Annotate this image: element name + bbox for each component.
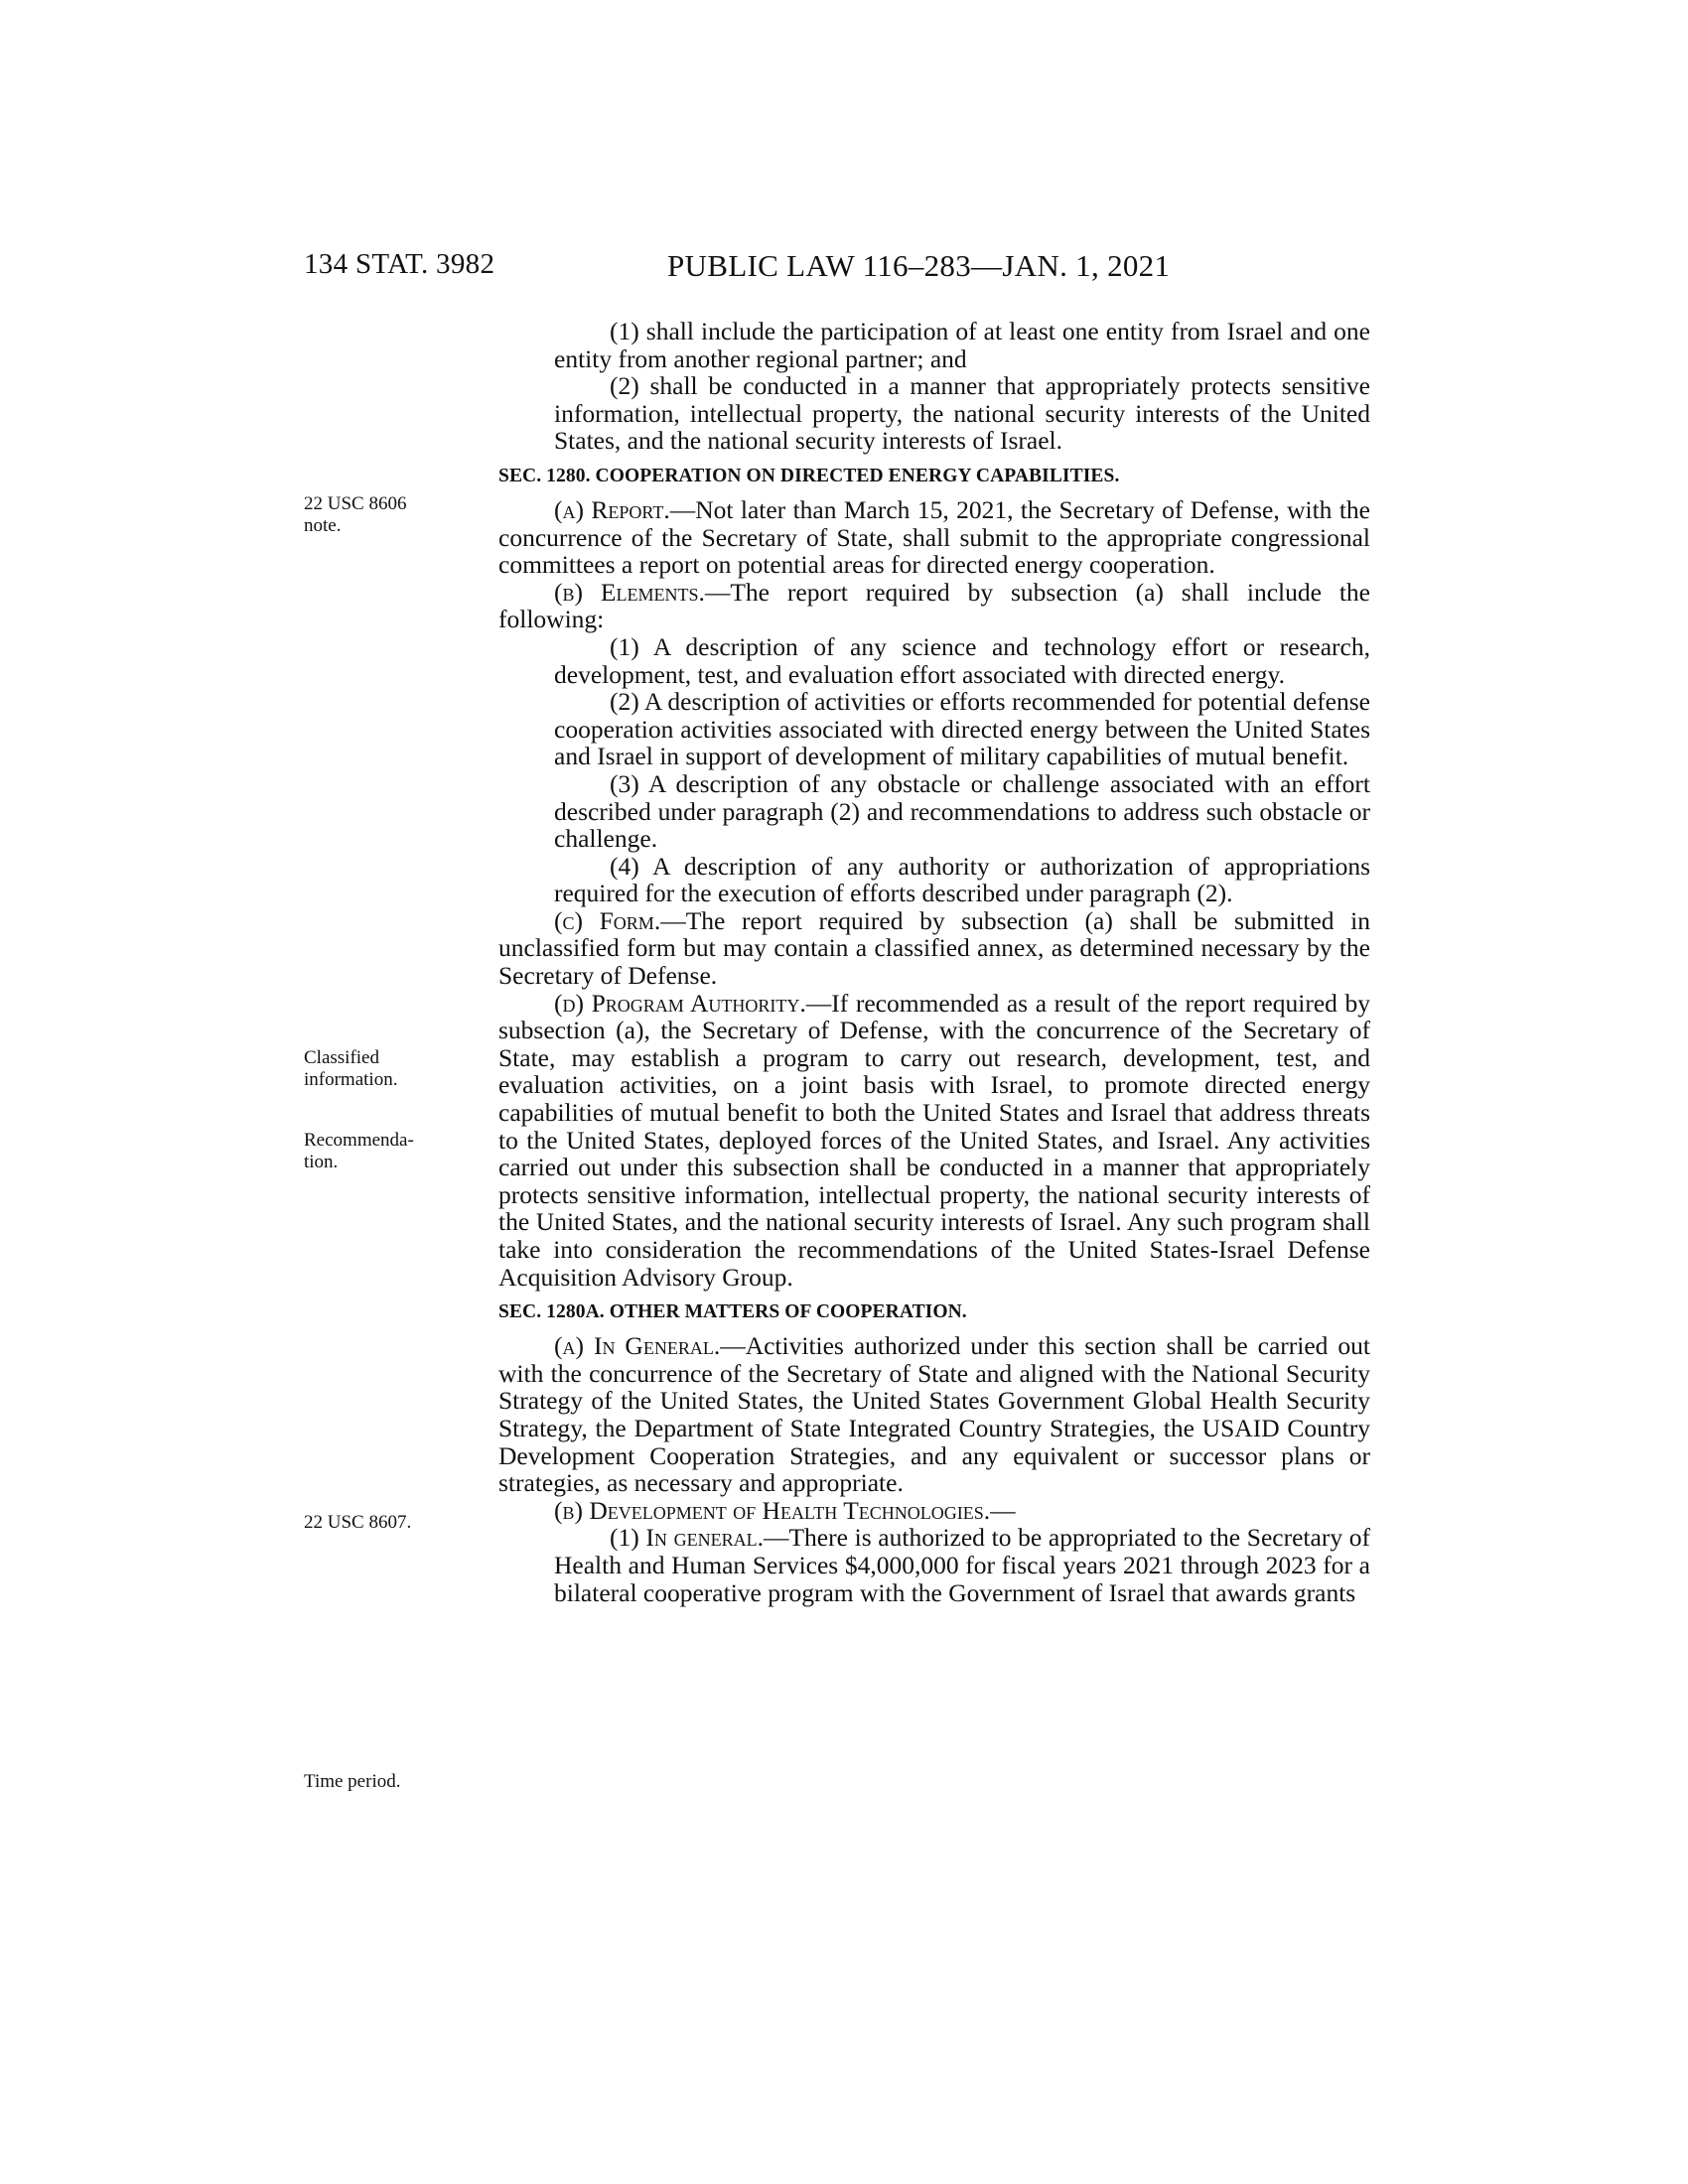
- margin-note-recommendation: Recommenda- tion.: [304, 1130, 414, 1172]
- sec1280-d-text: —If recommended as a result of the report required by subsection (a), the Secretary of Defense, with the concurrence of the Secretary of State, may establish a program to carry out research, development, test, and evaluation activities, on a joint basis with Israel, to promote directed energy capabilities of mutual benefit to both the United States and Israel that address threats to the United States, deployed forces of the United States, and Israel. Any activities carried out under this subsection shall be conducted in a manner that appropriately protects sensitive information, intellectual property, the national security interests of the United States, and the national security interests of Israel. Any such program shall take into consideration the recommendations of the United States-Israel Defense Acquisition Advisory Group.: [498, 988, 1370, 1292]
- margin-note-usc-8607: 22 USC 8607.: [304, 1512, 412, 1533]
- sec1280-a-text: —Not later than March 15, 2021, the Secretary of Defense, with the concurrence of the Secretary of State, shall submit to the appropriate congressional committees a report on potential areas for directed energy cooperation.: [498, 494, 1370, 580]
- sec1280a-b1-text: —There is authorized to be appropriated to the Secretary of Health and Human Services $4,000,000 for fiscal years 2021 through 2023 for a bilateral cooperative program with the Government of Israel that awards grants: [554, 1523, 1370, 1607]
- sec1280-subsection-b: [498, 579, 1370, 633]
- margin-note-time-period: Time period.: [304, 1771, 401, 1792]
- sec1280-subsection-c: [498, 907, 1370, 990]
- sec1280-b-item-1: (1) A description of any science and technology effort or research, development, test, and evaluation effort associated with directed energy.: [554, 631, 1370, 689]
- sec1280a-b1-caption: (1) In general.: [610, 1523, 764, 1553]
- sec1280a-a-text: —Activities authorized under this section shall be carried out with the concurrence of the Secretary of State and aligned with the National Security Strategy of the United States, the United States Government Global Health Security Strategy, the Department of State Integrated Country Strategies, the USAID Country Development Cooperation Strategies, and any equivalent or successor plans or strategies, as necessary and appropriate.: [498, 1331, 1370, 1498]
- sec1280-b-item-2: (2) A description of activities or efforts recommended for potential defense cooperation activities associated with directed energy between the United States and Israel in support of development of military capabilities of mutual benefit.: [554, 687, 1370, 771]
- sec1280-b-item-4: (4) A description of any authority or authorization of appropriations required for the execution of efforts described under paragraph (2).: [554, 851, 1370, 908]
- section-1280a-heading: SEC. 1280A. OTHER MATTERS OF COOPERATION.: [498, 1301, 967, 1323]
- sec1280-c-text: —The report required by subsection (a) shall be submitted in unclassified form but may contain a classified annex, as determined necessary by the Secretary of Defense.: [498, 905, 1370, 991]
- sec1280-subsection-d: [498, 990, 1370, 1292]
- sec1280-b-caption: (b) Elements.: [554, 577, 705, 607]
- sec1280-subsection-a: [498, 496, 1370, 579]
- margin-note-classified: Classified information.: [304, 1047, 398, 1090]
- sec1280a-subsection-a: [498, 1332, 1370, 1497]
- sec1280-b-text: —The report required by subsection (a) shall include the following:: [498, 577, 1371, 634]
- intro-paragraph-2: (2) shall be conducted in a manner that appropriately protects sensitive information, intellectual property, the national security interests of the United States, and the national security interests of Israel.: [554, 371, 1370, 456]
- section-1280-heading: SEC. 1280. COOPERATION ON DIRECTED ENERGY CAPABILITIES.: [498, 465, 1120, 486]
- intro-paragraph-1: (1) shall include the participation of at least one entity from Israel and one entity from another regional partner; and: [554, 317, 1370, 373]
- sec1280-b-item-3: (3) A description of any obstacle or challenge associated with an effort described under paragraph (2) and recommendations to address such obstacle or challenge.: [554, 768, 1370, 854]
- sec1280-a-caption: (a) Report.: [554, 494, 670, 524]
- page-header: [0, 248, 1688, 288]
- sec1280-c-caption: (c) Form.: [554, 905, 661, 935]
- margin-note-usc-8606: 22 USC 8606 note.: [304, 493, 407, 536]
- sec1280a-b-caption: (b) Development of Health Technologies.: [554, 1495, 991, 1525]
- sec1280a-a-caption: (a) In General.: [554, 1331, 721, 1361]
- sec1280a-b-paragraph-1: [554, 1524, 1370, 1606]
- stat-reference: 134 STAT. 3982: [304, 248, 495, 280]
- sec1280a-subsection-b: [498, 1497, 1370, 1525]
- sec1280a-b-text: —: [990, 1495, 1016, 1525]
- sec1280-d-caption: (d) Program Authority.: [554, 988, 806, 1018]
- main-text: [498, 318, 1370, 1606]
- law-title: PUBLIC LAW 116–283—JAN. 1, 2021: [667, 248, 1171, 283]
